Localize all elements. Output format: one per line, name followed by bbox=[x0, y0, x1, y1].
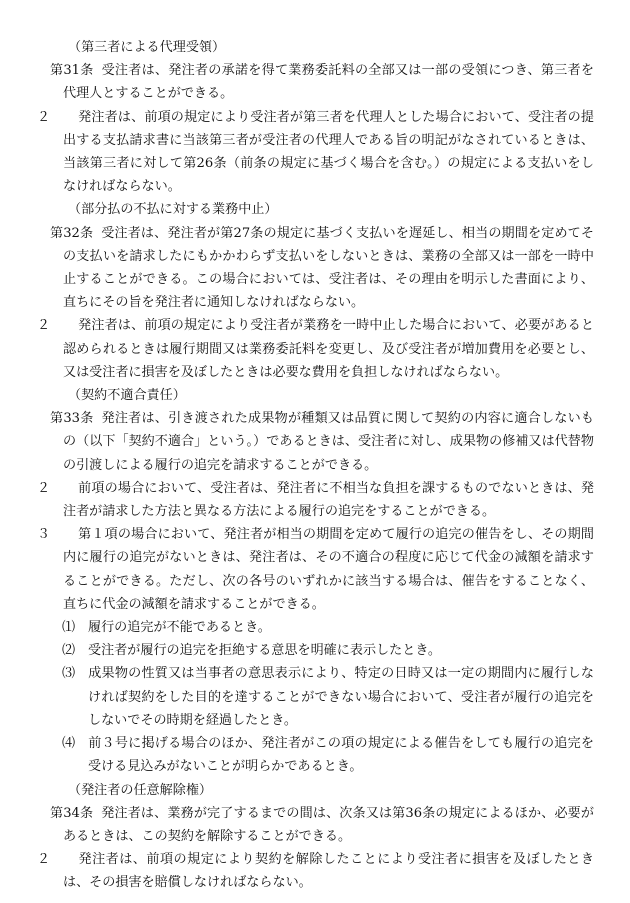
article-body: 発注者は、業務が完了するまでの間は、次条又は第36条の規定によるほか、必要があるときは、この契約を解除することができる。 bbox=[63, 805, 594, 844]
article-caption: （第三者による代理受領） bbox=[68, 40, 226, 55]
article-body: 受注者は、発注者の承諾を得て業務委託料の全部又は一部の受領につき、第三者を代理人とすることができる。 bbox=[63, 63, 594, 102]
item-text: 受注者が履行の追完を拒絶する意思を明確に表示したとき。 bbox=[88, 643, 442, 659]
article-caption: （発注者の任意解除権） bbox=[68, 782, 213, 798]
paragraph bbox=[37, 848, 594, 894]
paragraph-number: ２ bbox=[37, 852, 51, 868]
item-label: ⑶ bbox=[62, 666, 76, 682]
article-34 bbox=[50, 802, 594, 848]
item-text: 成果物の性質又は当事者の意思表示により、特定の日時又は一定の期間内に履行しなければ契約をした目的を達することができない場合において、受注者が履行の追完をしないでその時期を経過したとき。 bbox=[88, 666, 594, 728]
paragraph-text: 発注者は、前項の規定により受注者が第三者を代理人とした場合において、受注者の提出する支払請求書に当該第三者が受注者の代理人である旨の明記がなされているときは、当該第三者に対して第26条（前条の規定に基づく場合を含む。）の規定による支払いをしなければならない。 bbox=[63, 109, 594, 195]
paragraph-text: 前項の場合において、受注者は、発注者に不相当な負担を課するものでないときは、発注者が請求した方法と異なる方法による履行の追完をすることができる。 bbox=[63, 480, 594, 520]
article-caption: （契約不適合責任） bbox=[68, 388, 186, 404]
article-caption: （部分払の不払に対する業務中止） bbox=[68, 202, 278, 218]
item-text: 履行の追完が不能であるとき。 bbox=[88, 620, 271, 636]
list-item bbox=[50, 662, 594, 732]
item-label: ⑴ bbox=[62, 620, 76, 636]
list-item bbox=[50, 616, 594, 639]
article-heading: 第34条 bbox=[50, 805, 94, 821]
paragraph-text: 発注者は、前項の規定により契約を解除したことにより受注者に損害を及ぼしたときは、その損害を賠償しなければならない。 bbox=[63, 852, 594, 891]
paragraph bbox=[37, 106, 594, 199]
paragraph-text: 発注者は、前項の規定により受注者が業務を一時中止した場合において、必要があると認められるときは履行期間又は業務委託料を変更し、及び受注者が増加費用を必要とし、又は受注者に損害を及ぼしたときは必要な費用を負担しなければならない。 bbox=[63, 318, 594, 380]
paragraph-number: ２ bbox=[37, 318, 51, 334]
item-text: 前３号に掲げる場合のほか、発注者がこの項の規定による催告をしても履行の追完を受ける見込みがないことが明らかであるとき。 bbox=[88, 736, 594, 775]
list-item bbox=[50, 639, 594, 662]
list-item bbox=[50, 732, 594, 778]
paragraph bbox=[37, 314, 594, 384]
item-label: ⑵ bbox=[62, 643, 76, 659]
paragraph-number: ２ bbox=[37, 480, 51, 496]
paragraph-number: ２ bbox=[37, 109, 51, 125]
article-body: 発注者は、引き渡された成果物が種類又は品質に関して契約の内容に適合しないもの（以下「契約不適合」という。）であるときは、受注者に対し、成果物の修補又は代替物の引渡しによる履行の追完を請求することができる。 bbox=[63, 411, 595, 473]
article-31 bbox=[50, 59, 594, 105]
article-heading: 第31条 bbox=[50, 63, 94, 79]
paragraph bbox=[37, 477, 594, 523]
paragraph-number: ３ bbox=[37, 527, 51, 543]
article-body: 受注者は、発注者が第27条の規定に基づく支払いを遅延し、相当の期間を定めてその支払いを請求したにもかかわらず支払いをしないときは、業務の全部又は一部を一時中止することができる。この場合においては、受注者は、その理由を明示した書面により、直ちにその旨を発注者に通知しなければならない。 bbox=[63, 225, 594, 311]
article-33 bbox=[50, 407, 594, 477]
item-label: ⑷ bbox=[62, 736, 76, 752]
article-heading: 第33条 bbox=[50, 411, 94, 427]
paragraph-text: 第１項の場合において、発注者が相当の期間を定めて履行の追完の催告をし、その期間内に履行の追完がないときは、発注者は、その不適合の程度に応じて代金の減額を請求することができる。ただし、次の各号のいずれかに該当する場合は、催告をすることなく、直ちに代金の減額を請求することができる。 bbox=[63, 527, 594, 612]
paragraph bbox=[37, 523, 594, 616]
article-32 bbox=[50, 222, 594, 315]
article-heading: 第32条 bbox=[50, 225, 94, 241]
